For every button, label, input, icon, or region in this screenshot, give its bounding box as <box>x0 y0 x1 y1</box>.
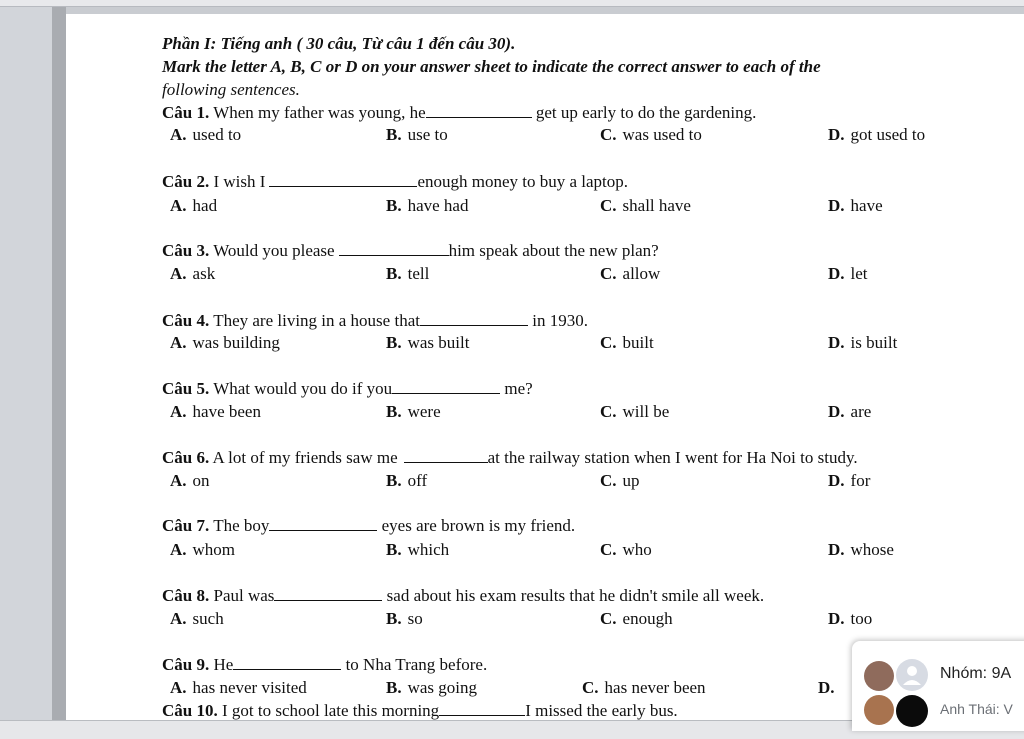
option-c[interactable]: C. built <box>600 333 654 352</box>
user-avatar-icon <box>896 659 928 691</box>
question-text: When my father was young, he <box>213 103 426 122</box>
option-c[interactable]: C. allow <box>600 264 661 283</box>
question-text: Would you please <box>213 241 335 260</box>
question-text: What would you do if you <box>213 379 393 398</box>
question-7 <box>162 516 575 536</box>
option-d[interactable]: D. whose <box>828 540 894 559</box>
option-a[interactable]: A. such <box>170 609 224 628</box>
question-text: eyes are brown is my friend. <box>381 516 576 535</box>
option-d[interactable]: D. <box>818 678 835 697</box>
question-text: He <box>213 655 234 674</box>
option-b[interactable]: B. have had <box>386 196 469 215</box>
question-text: me? <box>504 379 533 398</box>
question-text: A lot of my friends saw me <box>212 448 398 467</box>
question-6 <box>162 448 858 468</box>
answer-blank <box>420 311 528 326</box>
chat-notification-popup[interactable] <box>852 641 1024 731</box>
question-text: The boy <box>213 516 270 535</box>
option-c[interactable]: C. who <box>600 540 652 559</box>
option-c[interactable]: C. has never been <box>582 678 706 697</box>
person-icon <box>896 659 928 691</box>
question-label: Câu 9. <box>162 655 210 674</box>
option-a[interactable]: A. had <box>170 196 218 215</box>
ribbon-edge <box>0 0 1024 7</box>
option-d[interactable]: D. too <box>828 609 873 628</box>
option-b[interactable]: B. were <box>386 402 441 421</box>
option-c[interactable]: C. shall have <box>600 196 691 215</box>
question-3 <box>162 241 659 261</box>
option-a[interactable]: A. ask <box>170 264 216 283</box>
question-label: Câu 10. <box>162 701 218 720</box>
question-10 <box>162 701 678 720</box>
question-label: Câu 5. <box>162 379 210 398</box>
option-b[interactable]: B. was going <box>386 678 478 697</box>
option-d[interactable]: D. got used to <box>828 125 926 144</box>
question-label: Câu 4. <box>162 311 210 330</box>
sender-avatar <box>864 695 894 725</box>
question-label: Câu 2. <box>162 172 210 191</box>
answer-blank <box>392 379 500 394</box>
answer-blank <box>404 448 488 463</box>
instruction-line-2: following sentences. <box>162 80 300 99</box>
question-text: I got to school late this morning <box>221 701 440 720</box>
question-8 <box>162 586 764 606</box>
option-d[interactable]: D. is built <box>828 333 898 352</box>
option-a[interactable]: A. on <box>170 471 210 490</box>
instruction-line-1: Mark the letter A, B, C or D on your answer sheet to indicate the correct answer to each of the <box>162 57 821 76</box>
option-b[interactable]: B. off <box>386 471 428 490</box>
option-b[interactable]: B. so <box>386 609 423 628</box>
section-heading: Phần I: Tiếng anh ( 30 câu, Từ câu 1 đến câu 30). <box>162 34 516 53</box>
option-a[interactable]: A. have been <box>170 402 261 421</box>
question-text: Paul was <box>213 586 275 605</box>
option-a[interactable]: A. was building <box>170 333 280 352</box>
option-b[interactable]: B. which <box>386 540 450 559</box>
option-d[interactable]: D. for <box>828 471 871 490</box>
option-b[interactable]: B. tell <box>386 264 430 283</box>
question-text: get up early to do the gardening. <box>535 103 757 122</box>
option-c[interactable]: C. was used to <box>600 125 702 144</box>
sender-avatar-dark <box>896 695 928 727</box>
question-text: in 1930. <box>532 311 588 330</box>
question-label: Câu 3. <box>162 241 210 260</box>
option-c[interactable]: C. up <box>600 471 640 490</box>
question-text: to Nha Trang before. <box>345 655 488 674</box>
group-avatar <box>864 661 894 691</box>
answer-blank <box>339 241 449 256</box>
question-label: Câu 1. <box>162 103 210 122</box>
answer-blank <box>269 172 417 187</box>
question-label: Câu 7. <box>162 516 210 535</box>
chat-last-message: Anh Thái: V <box>940 701 1013 717</box>
question-label: Câu 6. <box>162 448 210 467</box>
option-d[interactable]: D. have <box>828 196 883 215</box>
question-text: him speak about the new plan? <box>448 241 659 260</box>
answer-blank <box>426 103 532 118</box>
page-shadow <box>52 7 66 720</box>
option-a[interactable]: A. has never visited <box>170 678 307 697</box>
option-c[interactable]: C. will be <box>600 402 670 421</box>
question-label: Câu 8. <box>162 586 210 605</box>
option-d[interactable]: D. let <box>828 264 868 283</box>
chat-group-name: Nhóm: 9A <box>940 665 1012 682</box>
option-b[interactable]: B. was built <box>386 333 470 352</box>
option-c[interactable]: C. enough <box>600 609 673 628</box>
question-4 <box>162 311 588 331</box>
question-2 <box>162 172 628 192</box>
question-1 <box>162 103 756 123</box>
document-page <box>66 14 1024 720</box>
question-text: I missed the early bus. <box>525 701 678 720</box>
question-9 <box>162 655 487 675</box>
document-left-margin <box>0 7 66 720</box>
answer-blank <box>439 701 525 716</box>
option-b[interactable]: B. use to <box>386 125 448 144</box>
question-text: at the railway station when I went for Ha Noi to study. <box>487 448 858 467</box>
option-a[interactable]: A. whom <box>170 540 236 559</box>
question-5 <box>162 379 533 399</box>
option-d[interactable]: D. are <box>828 402 872 421</box>
answer-blank <box>269 516 377 531</box>
answer-blank <box>274 586 382 601</box>
option-a[interactable]: A. used to <box>170 125 242 144</box>
question-text: They are living in a house that <box>213 311 420 330</box>
question-text: I wish I <box>213 172 266 191</box>
answer-blank <box>233 655 341 670</box>
question-text: sad about his exam results that he didn't smile all week. <box>386 586 765 605</box>
question-text: enough money to buy a laptop. <box>417 172 629 191</box>
